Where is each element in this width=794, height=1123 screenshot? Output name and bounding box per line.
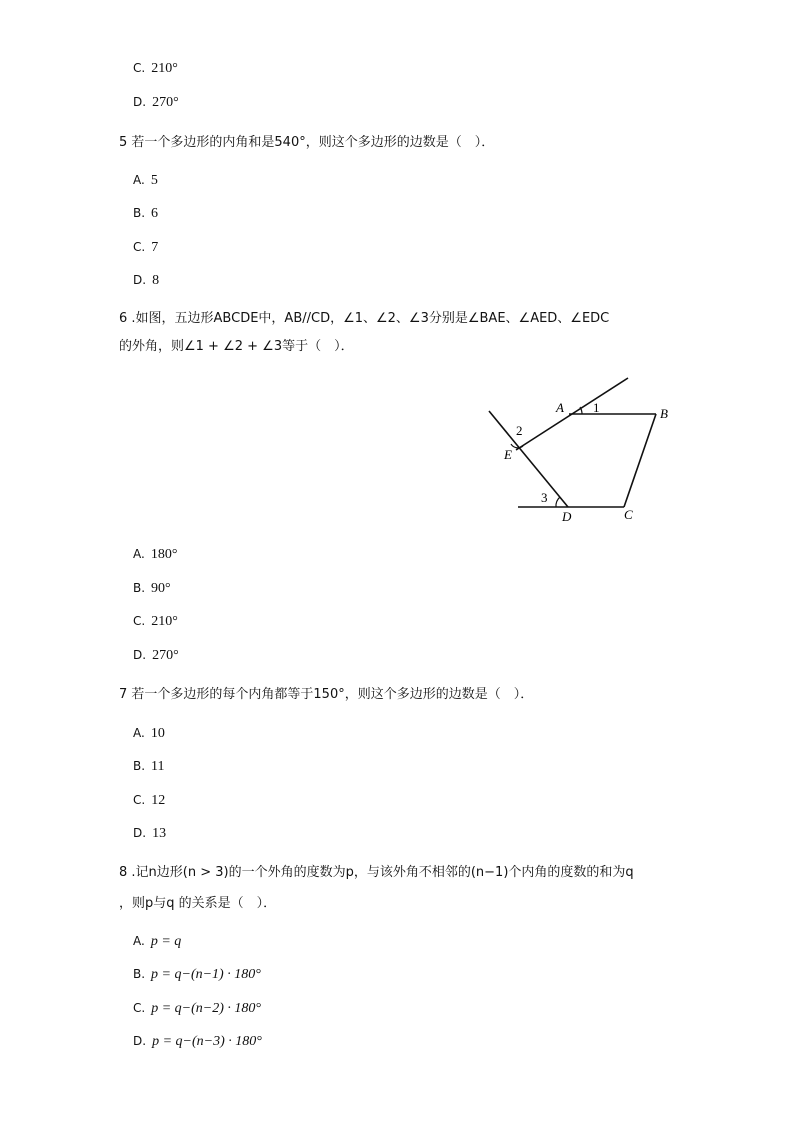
option-letter: B.: [133, 967, 146, 981]
q7-option-d[interactable]: [133, 826, 166, 842]
option-letter: A.: [133, 726, 145, 740]
option-letter: D.: [133, 95, 147, 109]
option-letter: A.: [133, 547, 145, 561]
q6-option-d[interactable]: [133, 648, 179, 664]
q7-option-c[interactable]: [133, 793, 165, 809]
question-5-text: 5 若一个多边形的内角和是540°，则这个多边形的边数是（ ）．: [119, 135, 495, 150]
option-letter: C.: [133, 1001, 146, 1015]
option-letter: C.: [133, 61, 146, 75]
option-letter: A.: [133, 934, 145, 948]
segment-bc: [624, 414, 656, 507]
option-value: 6: [151, 206, 159, 221]
label-b: B: [660, 406, 668, 421]
option-value: p = q−(n−2) · 180°: [151, 1001, 261, 1016]
option-value: 270°: [152, 95, 179, 110]
label-d: D: [562, 509, 572, 524]
line-de-extension: [489, 411, 568, 507]
option-letter: A.: [133, 173, 145, 187]
q4-option-c[interactable]: [133, 61, 178, 77]
option-letter: D.: [133, 826, 147, 840]
label-3: 3: [541, 490, 548, 505]
q5-option-c[interactable]: [133, 240, 158, 256]
q5-option-d[interactable]: [133, 273, 159, 289]
q8-option-d[interactable]: [133, 1034, 262, 1050]
q8-option-c[interactable]: [133, 1001, 261, 1017]
question-6-line-2: 的外角，则∠1 + ∠2 + ∠3等于（ ）．: [119, 339, 354, 354]
option-letter: B.: [133, 206, 146, 220]
label-2: 2: [516, 423, 523, 438]
option-value: 210°: [151, 614, 178, 629]
option-value: 270°: [152, 648, 179, 663]
q8-option-b[interactable]: [133, 967, 261, 983]
option-value: 180°: [150, 547, 178, 562]
option-value: p = q−(n−1) · 180°: [151, 967, 261, 982]
option-value: p = q−(n−3) · 180°: [152, 1034, 262, 1049]
q6-option-b[interactable]: [133, 581, 171, 597]
option-value: 11: [151, 759, 165, 774]
q6-option-a[interactable]: [133, 547, 177, 563]
label-1: 1: [593, 400, 600, 415]
q4-option-d[interactable]: [133, 95, 179, 111]
option-value: 210°: [151, 61, 178, 76]
option-letter: B.: [133, 581, 146, 595]
option-value: 90°: [151, 581, 171, 596]
q5-option-b[interactable]: [133, 206, 158, 222]
option-letter: C.: [133, 614, 146, 628]
option-letter: D.: [133, 648, 147, 662]
option-letter: B.: [133, 759, 146, 773]
option-letter: C.: [133, 793, 146, 807]
option-value: 8: [152, 273, 160, 288]
option-letter: D.: [133, 1034, 147, 1048]
q5-option-a[interactable]: [133, 173, 158, 189]
question-7-text: 7 若一个多边形的每个内角都等于150°，则这个多边形的边数是（ ）．: [119, 687, 534, 702]
label-c: C: [624, 507, 633, 522]
question-6-line-1: 6 .如图，五边形ABCDE中，AB//CD，∠1、∠2、∠3分别是∠BAE、∠AED、∠EDC: [119, 311, 610, 326]
option-letter: D.: [133, 273, 147, 287]
q8-option-a[interactable]: [133, 934, 181, 950]
option-letter: C.: [133, 240, 146, 254]
question-8-line-1: 8 .记n边形(n > 3)的一个外角的度数为p，与该外角不相邻的(n−1)个内角的度数的和为q: [119, 865, 634, 880]
q7-option-b[interactable]: [133, 759, 165, 775]
option-value: 12: [151, 793, 166, 808]
angle-3-arc: [556, 497, 560, 507]
option-value: 5: [150, 173, 158, 188]
label-a: A: [556, 400, 564, 415]
label-e: E: [504, 447, 512, 462]
q7-option-a[interactable]: [133, 726, 165, 742]
option-value: p = q: [150, 934, 182, 949]
question-8-line-2: ，则p与q 的关系是（ ）．: [119, 896, 277, 911]
option-value: 7: [151, 240, 159, 255]
pentagon-figure: [470, 370, 700, 530]
q6-option-c[interactable]: [133, 614, 178, 630]
option-value: 13: [152, 826, 167, 841]
option-value: 10: [150, 726, 165, 741]
